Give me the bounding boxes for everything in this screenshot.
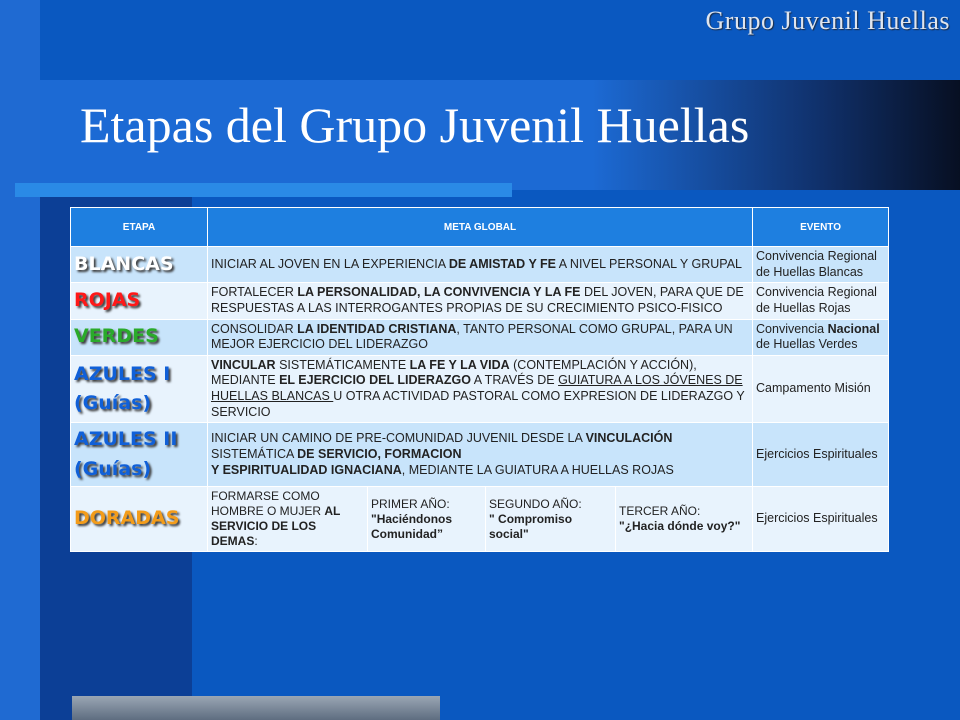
- stage-cell: [71, 247, 208, 283]
- event-cell: Convivencia Regional de Huellas Rojas: [753, 283, 889, 319]
- event-cell: Convivencia Regional de Huellas Blancas: [753, 247, 889, 283]
- header-meta-global: META GLOBAL: [208, 208, 753, 247]
- table-row: [71, 487, 889, 552]
- stage-cell: [71, 319, 208, 355]
- stage-cell: [71, 487, 208, 552]
- stage-azules-1: AZULES I (Guías): [74, 362, 171, 414]
- meta-cell: CONSOLIDAR LA IDENTIDAD CRISTIANA, TANTO PERSONAL COMO GRUPAL, PARA UN MEJOR EJERCICIO DEL LIDERAZGO: [208, 319, 753, 355]
- stage-verdes: VERDES: [74, 325, 159, 348]
- meta-cell: INICIAR UN CAMINO DE PRE-COMUNIDAD JUVENIL DESDE LA VINCULACIÓN SISTEMÁTICA DE SERVICIO, FORMACION Y ESPIRITUALIDAD IGNACIANA, MEDIANTE LA GUIATURA A HUELLAS ROJAS: [208, 423, 753, 487]
- stage-blancas: BLANCAS: [74, 252, 174, 275]
- decorative-bottom-bar: [72, 696, 440, 720]
- table-row: [71, 423, 889, 487]
- stages-table: [70, 207, 889, 552]
- table-header-row: [71, 208, 889, 247]
- background-left-band: [0, 0, 40, 720]
- year-2-cell: SEGUNDO AÑO: " Compromiso social": [486, 487, 616, 552]
- brand-name: Grupo Juvenil Huellas: [705, 6, 950, 35]
- meta-cell: FORMARSE COMO HOMBRE O MUJER AL SERVICIO DE LOS DEMAS:: [208, 487, 368, 552]
- meta-cell: FORTALECER LA PERSONALIDAD, LA CONVIVENCIA Y LA FE DEL JOVEN, PARA QUE DE RESPUESTAS A LAS INTERROGANTES PROPIAS DE SU CRECIMIENTO PSICO-FISICO: [208, 283, 753, 319]
- year-1-cell: PRIMER AÑO: "Haciéndonos Comunidad”: [368, 487, 486, 552]
- header-evento: EVENTO: [753, 208, 889, 247]
- stage-cell: [71, 355, 208, 423]
- slide-title: Etapas del Grupo Juvenil Huellas: [80, 97, 750, 153]
- header-etapa: ETAPA: [71, 208, 208, 247]
- table-row: [71, 247, 889, 283]
- stage-cell: [71, 423, 208, 487]
- table-row: [71, 283, 889, 319]
- meta-cell: INICIAR AL JOVEN EN LA EXPERIENCIA DE AMISTAD Y FE A NIVEL PERSONAL Y GRUPAL: [208, 247, 753, 283]
- event-cell: Ejercicios Espirituales: [753, 423, 889, 487]
- event-cell: Convivencia Nacional de Huellas Verdes: [753, 319, 889, 355]
- stage-doradas: DORADAS: [74, 507, 180, 530]
- year-3-cell: TERCER AÑO: "¿Hacia dónde voy?": [616, 487, 753, 552]
- event-cell: Ejercicios Espirituales: [753, 487, 889, 552]
- stage-azules-2: AZULES II (Guías): [74, 428, 178, 480]
- decorative-horizontal-stripe: [15, 183, 512, 197]
- table-row: [71, 355, 889, 423]
- meta-cell: VINCULAR SISTEMÁTICAMENTE LA FE Y LA VIDA (CONTEMPLACIÓN Y ACCIÓN), MEDIANTE EL EJERCICIO DEL LIDERAZGO A TRAVÉS DE GUIATURA A LOS JÓVENES DE HUELLAS BLANCAS U OTRA ACTIVIDAD PASTORAL COMO EXPRESION DE LIDERAZGO Y SERVICIO: [208, 355, 753, 423]
- event-cell: Campamento Misión: [753, 355, 889, 423]
- table-row: [71, 319, 889, 355]
- stage-rojas: ROJAS: [74, 289, 141, 312]
- stage-cell: [71, 283, 208, 319]
